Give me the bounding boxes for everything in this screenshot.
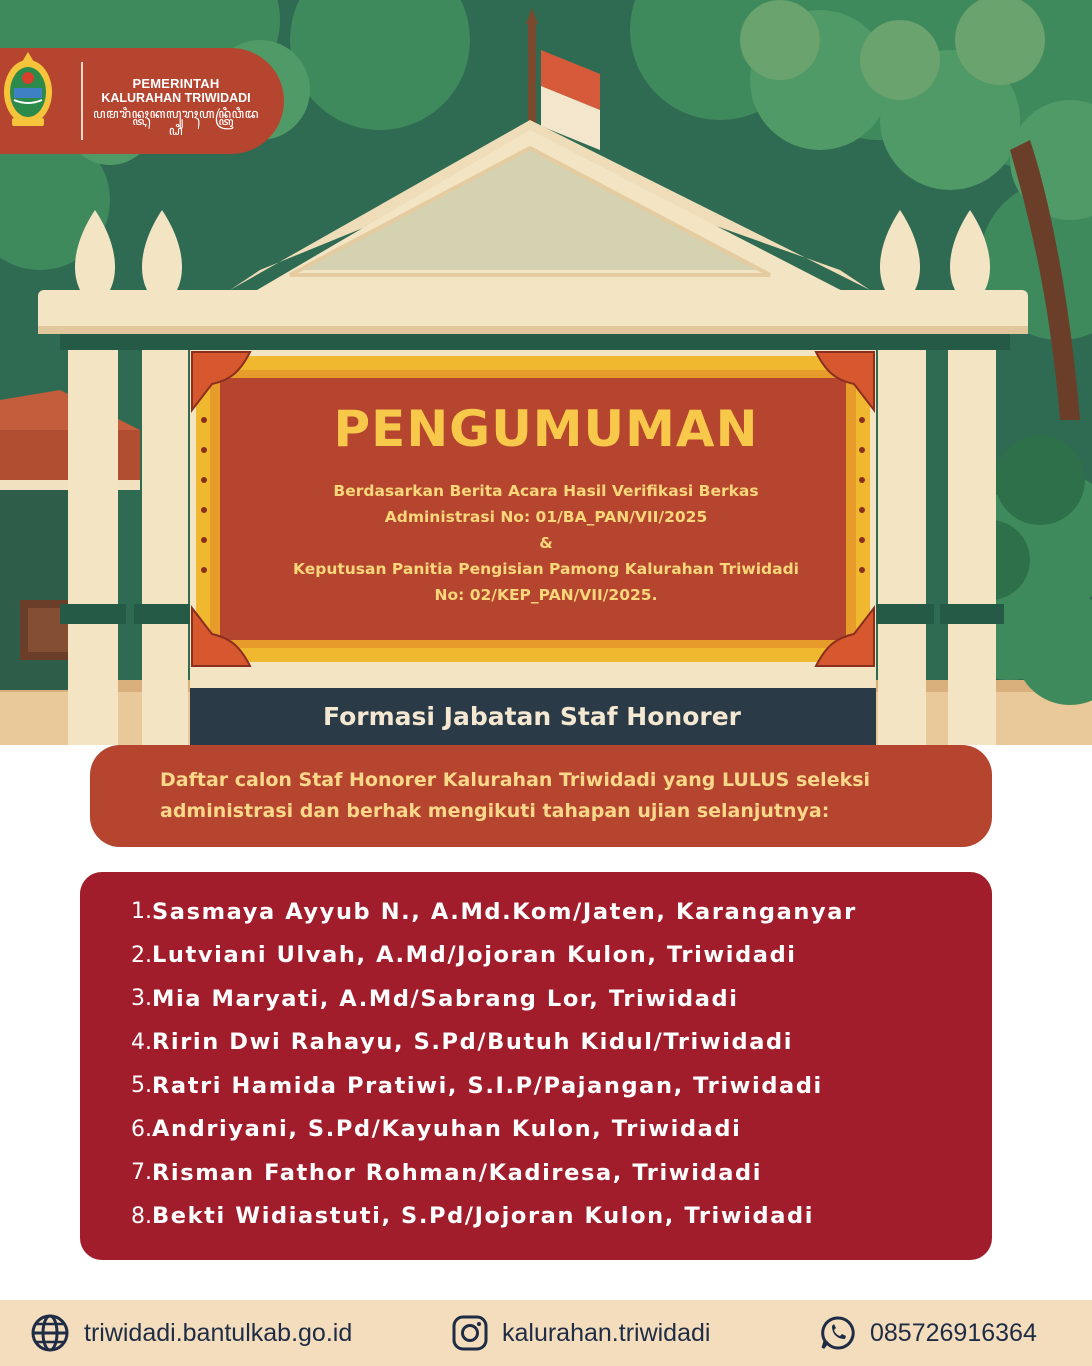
whatsapp-icon — [820, 1315, 856, 1351]
formation-heading: Formasi Jabatan Staf Honorer — [323, 702, 741, 731]
announcement-title: PENGUMUMAN — [333, 400, 759, 458]
candidate-list-panel — [80, 872, 992, 1260]
desc-line-2: Administrasi No: 01/BA_PAN/VII/2025 — [384, 508, 708, 526]
candidate-name: Bekti Widiastuti, S.Pd/Jojoran Kulon, Triwidadi — [152, 1203, 815, 1230]
candidate-name: Risman Fathor Rohman/Kadiresa, Triwidadi — [152, 1159, 763, 1186]
instagram-icon — [452, 1315, 488, 1351]
list-number: 2. — [131, 942, 152, 968]
candidate-name: Ririn Dwi Rahayu, S.Pd/Butuh Kidul/Triwidadi — [152, 1029, 794, 1056]
list-number: 5. — [131, 1073, 152, 1099]
candidate-name: Ratri Hamida Pratiwi, S.I.P/Pajangan, Triwidadi — [152, 1072, 823, 1099]
instagram-link[interactable] — [452, 1300, 710, 1366]
list-item — [120, 934, 972, 978]
list-number: 6. — [131, 1116, 152, 1142]
list-number: 3. — [131, 986, 152, 1012]
candidate-name: Sasmaya Ayyub N., A.Md.Kom/Jaten, Karanganyar — [152, 898, 857, 925]
desc-line-4: Keputusan Panitia Pengisian Pamong Kalurahan Triwidadi — [292, 560, 799, 578]
candidate-name: Lutviani Ulvah, A.Md/Jojoran Kulon, Triwidadi — [152, 942, 797, 969]
contact-footer — [0, 1300, 1092, 1366]
gov-line-1: PEMERINTAH — [132, 76, 220, 91]
desc-line-5: No: 02/KEP_PAN/VII/2025. — [434, 586, 658, 604]
list-number: 7. — [131, 1160, 152, 1186]
desc-line-3: & — [539, 534, 553, 552]
candidate-name: Mia Maryati, A.Md/Sabrang Lor, Triwidadi — [152, 985, 739, 1012]
info-line-2: administrasi dan berhak mengikuti tahapan ujian selanjutnya: — [160, 800, 830, 822]
gov-javanese-script: ꦥꦩꦫꦶꦤ꧀ꦠꦃꦏꦭꦸꦫꦃꦲꦤ꧀ꦠꦿꦶꦮꦶꦢꦝꦶ — [93, 107, 259, 139]
list-number: 1. — [131, 899, 152, 925]
announcement-description — [226, 478, 866, 608]
list-item — [120, 890, 972, 934]
gov-line-2: KALURAHAN TRIWIDADI — [101, 91, 251, 105]
info-banner — [90, 745, 992, 847]
list-number: 8. — [131, 1203, 152, 1229]
candidate-name: Andriyani, S.Pd/Kayuhan Kulon, Triwidadi — [152, 1116, 742, 1143]
list-item — [120, 1151, 972, 1195]
list-number: 4. — [131, 1029, 152, 1055]
badge-divider — [81, 62, 83, 140]
government-badge — [0, 48, 284, 154]
list-item — [120, 1021, 972, 1065]
info-line-1: Daftar calon Staf Honorer Kalurahan Triwidadi yang LULUS seleksi — [160, 769, 871, 791]
whatsapp-link[interactable] — [820, 1300, 1037, 1366]
list-item — [120, 1195, 972, 1239]
list-item — [120, 1064, 972, 1108]
website-link[interactable] — [30, 1300, 352, 1366]
candidate-list — [120, 890, 972, 1238]
government-name — [86, 76, 266, 140]
whatsapp-text: 085726916364 — [870, 1318, 1037, 1347]
bantul-emblem-icon — [0, 48, 56, 130]
desc-line-1: Berdasarkan Berita Acara Hasil Verifikasi Berkas — [333, 482, 759, 500]
website-text: triwidadi.bantulkab.go.id — [84, 1318, 353, 1347]
list-item — [120, 977, 972, 1021]
list-item — [120, 1108, 972, 1152]
globe-icon — [30, 1313, 70, 1353]
instagram-text: kalurahan.triwidadi — [502, 1318, 711, 1347]
